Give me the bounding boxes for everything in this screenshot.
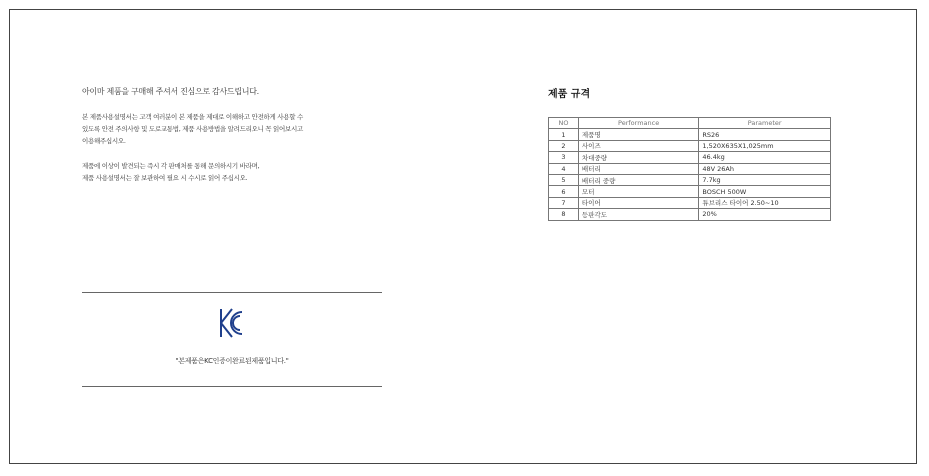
kc-certification-icon	[218, 307, 244, 339]
spec-table-header	[549, 118, 831, 129]
paragraph-line: 이용해주십시오.	[82, 137, 126, 145]
row-performance: 배터리 중량	[578, 174, 698, 185]
row-performance: 타이어	[578, 197, 698, 208]
row-performance: 사이즈	[578, 140, 698, 151]
manual-intro-paragraph	[82, 111, 392, 147]
header-no: NO	[549, 118, 579, 129]
row-performance: 배터리	[578, 163, 698, 174]
kc-caption: "본제품은KC인증이완료된제품입니다."	[175, 357, 289, 365]
header-performance: Performance	[578, 118, 698, 129]
table-row	[549, 209, 831, 220]
row-performance: 차대중량	[578, 152, 698, 163]
row-no: 1	[549, 129, 579, 140]
row-parameter: 7.7kg	[699, 174, 831, 185]
row-no: 3	[549, 152, 579, 163]
row-no: 8	[549, 209, 579, 220]
intro-section	[82, 86, 392, 197]
spec-title: 제품 규격	[548, 89, 591, 100]
paragraph-line: 본 제품사용설명서는 고객 여러분이 본 제품을 제대로 이해하고 안전하게 사용할 수	[82, 113, 303, 121]
spec-table	[548, 117, 831, 221]
paragraph-line: 있도록 안전 주의사항 및 도로교통법, 제품 사용방법을 알려드리오니 꼭 읽어보시고	[82, 125, 303, 133]
kc-divider-bottom	[82, 386, 382, 387]
kc-divider-top	[82, 292, 382, 293]
inquiry-paragraph	[82, 160, 392, 184]
row-performance: 제품명	[578, 129, 698, 140]
table-row	[549, 140, 831, 151]
row-parameter: BOSCH 500W	[699, 186, 831, 197]
table-row	[549, 152, 831, 163]
row-no: 4	[549, 163, 579, 174]
row-performance: 모터	[578, 186, 698, 197]
table-row	[549, 174, 831, 185]
table-row	[549, 197, 831, 208]
paragraph-line: 제품에 이상이 발견되는 즉시 각 판매처를 통해 문의하시기 바라며,	[82, 162, 260, 170]
row-no: 2	[549, 140, 579, 151]
row-no: 7	[549, 197, 579, 208]
row-parameter: 1,520X635X1,025mm	[699, 140, 831, 151]
row-no: 5	[549, 174, 579, 185]
table-row	[549, 163, 831, 174]
row-parameter: 튜브리스 타이어 2.50~10	[699, 197, 831, 208]
row-parameter: 46.4kg	[699, 152, 831, 163]
row-parameter: 20%	[699, 209, 831, 220]
thanks-message: 아이마 제품을 구매해 주셔서 진심으로 감사드립니다.	[82, 87, 259, 96]
header-parameter: Parameter	[699, 118, 831, 129]
row-no: 6	[549, 186, 579, 197]
row-parameter: RS26	[699, 129, 831, 140]
paragraph-line: 제품 사용설명서는 잘 보관하여 필요 시 수시로 읽어 주십시오.	[82, 174, 248, 182]
row-performance: 등판각도	[578, 209, 698, 220]
page-frame	[9, 9, 917, 464]
table-row	[549, 186, 831, 197]
row-parameter: 48V 26Ah	[699, 163, 831, 174]
table-row	[549, 129, 831, 140]
